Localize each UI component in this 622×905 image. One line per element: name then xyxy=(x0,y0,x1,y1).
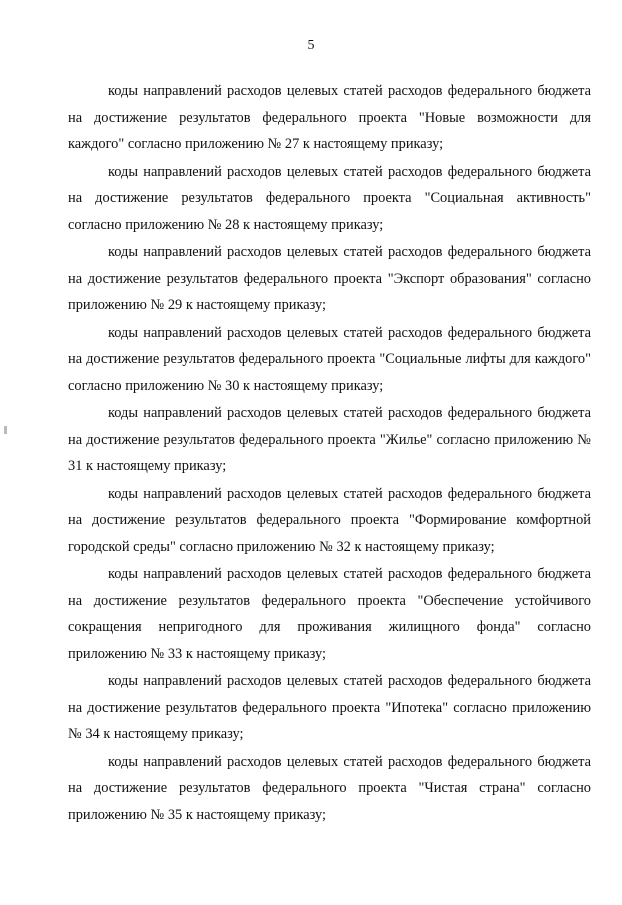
paragraph-appendix-34: коды направлений расходов целевых статей расходов федерального бюджета на достижение результатов федерального проекта "Ипотека" согласно приложению № 34 к настоящему приказу; xyxy=(68,673,591,742)
paragraph-appendix-31: коды направлений расходов целевых статей расходов федерального бюджета на достижение результатов федерального проекта "Жилье" согласно приложению № 31 к настоящему приказу; xyxy=(68,405,591,474)
paragraph-appendix-29: коды направлений расходов целевых статей расходов федерального бюджета на достижение результатов федерального проекта "Экспорт образования" согласно приложению № 29 к настоящему приказу; xyxy=(68,244,591,313)
paragraph-appendix-35: коды направлений расходов целевых статей расходов федерального бюджета на достижение результатов федерального проекта "Чистая страна" согласно приложению № 35 к настоящему приказу; xyxy=(68,753,591,823)
scan-margin-mark xyxy=(4,426,7,434)
paragraph-appendix-28: коды направлений расходов целевых статей расходов федерального бюджета на достижение результатов федерального проекта "Социальная активность" согласно приложению № 28 к настоящему приказу; xyxy=(68,163,591,233)
paragraph-appendix-32: коды направлений расходов целевых статей расходов федерального бюджета на достижение результатов федерального проекта "Формирование комфортной городской среды" согласно приложению № 32 к настоящему приказу; xyxy=(68,485,591,555)
page-number: 5 xyxy=(307,38,315,53)
paragraph-appendix-30: коды направлений расходов целевых статей расходов федерального бюджета на достижение результатов федерального проекта "Социальные лифты для каждого" согласно приложению № 30 к настоящему приказу; xyxy=(68,324,591,394)
paragraph-appendix-33: коды направлений расходов целевых статей расходов федерального бюджета на достижение результатов федерального проекта "Обеспечение устойчивого сокращения непригодного для проживания жилищного фонда" согласно приложению № 33 к настоящему приказу; xyxy=(68,566,591,662)
paragraph-appendix-27: коды направлений расходов целевых статей расходов федерального бюджета на достижение результатов федерального проекта "Новые возможности для каждого" согласно приложению № 27 к настоящему приказу; xyxy=(68,83,591,152)
document-body xyxy=(68,78,591,829)
